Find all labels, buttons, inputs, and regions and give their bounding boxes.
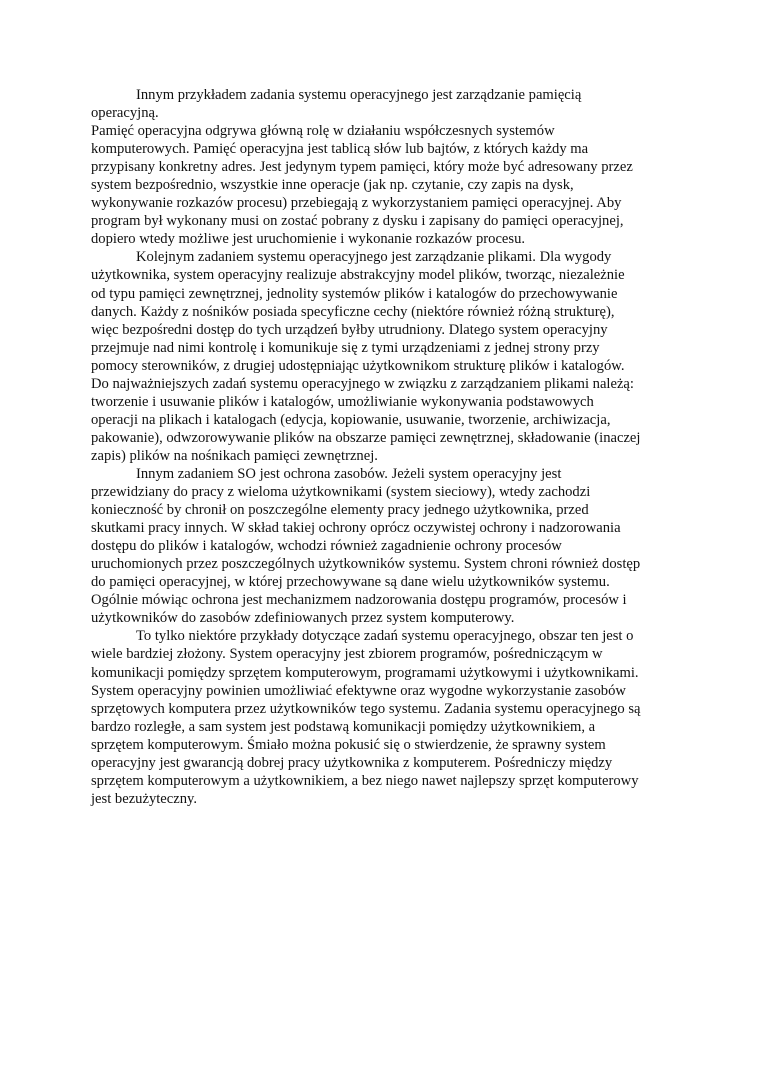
text-line: sprzętem komputerowym a użytkownikiem, a bez niego nawet najlepszy sprzęt komputerowy [91, 772, 639, 789]
paragraph-file-management [91, 248, 671, 465]
text-line: dopiero wtedy możliwe jest uruchomienie i wykonanie rozkazów procesu. [91, 231, 526, 248]
text-line: program był wykonany musi on zostać pobrany z dysku i zapisany do pamięci operacyjnej, [91, 213, 624, 230]
text-line: system bezpośrednio, wszystkie inne operacje (jak np. czytanie, czy zapis na dysk, [91, 177, 574, 194]
document-body [91, 86, 671, 808]
text-line: System operacyjny powinien umożliwiać efektywne oraz wygodne wykorzystanie zasobów [91, 682, 626, 699]
text-line: uruchomionych przez poszczególnych użytkowników systemu. System chroni również dostęp [91, 556, 641, 573]
paragraph-memory-intro [91, 86, 671, 122]
text-line: konieczność by chronił on poszczególne elementy pracy jednego użytkownika, przed [91, 502, 589, 519]
text-line: zapis) plików na nośnikach pamięci zewnętrznej. [91, 447, 378, 464]
text-line: przypisany konkretny adres. Jest jedynym typem pamięci, który może być adresowany przez [91, 159, 633, 176]
text-line: Innym przykładem zadania systemu operacyjnego jest zarządzanie pamięcią [136, 87, 582, 103]
text-line: do pamięci operacyjnej, w której przechowywane są dane wielu użytkowników systemu. [91, 574, 610, 591]
text-line: komputerowych. Pamięć operacyjna jest tablicą słów lub bajtów, z których każdy ma [91, 141, 589, 158]
text-line: komunikacji pomiędzy sprzętem komputerowym, programami użytkowymi i użytkownikami. [91, 664, 639, 681]
text-line: więc bezpośredni dostęp do tych urządzeń byłby utrudniony. Dlatego system operacyjny [91, 321, 608, 338]
text-line: wiele bardziej złożony. System operacyjny jest zbiorem programów, pośredniczącym w [91, 646, 603, 663]
text-line: Pamięć operacyjna odgrywa główną rolę w działaniu współczesnych systemów [91, 123, 555, 140]
text-line: jest bezużyteczny. [91, 790, 198, 807]
text-line: sprzętem komputerowym. Śmiało można pokusić się o stwierdzenie, że sprawny system [91, 736, 606, 753]
paragraph-conclusion [91, 627, 671, 807]
text-line: od typu pamięci zewnętrznej, jednolity systemów plików i katalogów do przechowywanie [91, 285, 618, 302]
text-line: użytkownika, system operacyjny realizuje abstrakcyjny model plików, tworząc, niezależnie [91, 267, 625, 284]
text-line: Innym zadaniem SO jest ochrona zasobów. Jeżeli system operacyjny jest [136, 465, 562, 482]
paragraph-memory-details [91, 122, 671, 248]
text-line: operacyjną. [91, 105, 159, 122]
text-line: przejmuje nad nimi kontrolę i komunikuje się z tymi urządzeniami z jednej strony przy [91, 339, 600, 356]
text-line: tworzenie i usuwanie plików i katalogów, umożliwianie wykonywania podstawowych [91, 393, 594, 410]
text-line: To tylko niektóre przykłady dotyczące zadań systemu operacyjnego, obszar ten jest o [136, 628, 634, 645]
text-line: pomocy sterowników, z drugiej udostępniając użytkownikom strukturę plików i katalogów. [91, 357, 625, 374]
text-line: operacji na plikach i katalogach (edycja, kopiowanie, usuwanie, tworzenie, archiwizacja, [91, 411, 611, 428]
text-line: przewidziany do pracy z wieloma użytkownikami (system sieciowy), wtedy zachodzi [91, 484, 591, 501]
text-line: użytkowników do zasobów zdefiniowanych przez system komputerowy. [91, 610, 515, 627]
text-line: skutkami pracy innych. W skład takiej ochrony oprócz oczywistej ochrony i nadzorowania [91, 520, 621, 537]
text-line: sprzętowych komputera przez użytkowników tego systemu. Zadania systemu operacyjnego są [91, 700, 641, 717]
text-line: operacyjny jest gwarancją dobrej pracy użytkownika z komputerem. Pośredniczy między [91, 754, 613, 771]
text-line: pakowanie), odwzorowywanie plików na obszarze pamięci zewnętrznej, składowanie (inaczej [91, 429, 641, 446]
text-line: bardzo rozległe, a sam system jest podstawą komunikacji pomiędzy użytkownikiem, a [91, 718, 596, 735]
text-line: dostępu do plików i katalogów, wchodzi również zagadnienie ochrony procesów [91, 538, 562, 555]
text-line: Do najważniejszych zadań systemu operacyjnego w związku z zarządzaniem plikami należą: [91, 375, 634, 392]
text-line: Ogólnie mówiąc ochrona jest mechanizmem nadzorowania dostępu programów, procesów i [91, 592, 627, 609]
text-line: Kolejnym zadaniem systemu operacyjnego jest zarządzanie plikami. Dla wygody [136, 249, 612, 266]
text-line: danych. Każdy z nośników posiada specyficzne cechy (niektóre również różną strukturę), [91, 303, 615, 320]
paragraph-resource-protection [91, 465, 671, 627]
text-line: wykonywanie rozkazów procesu) przebiegają z wykorzystaniem pamięci operacyjnej. Aby [91, 195, 622, 212]
